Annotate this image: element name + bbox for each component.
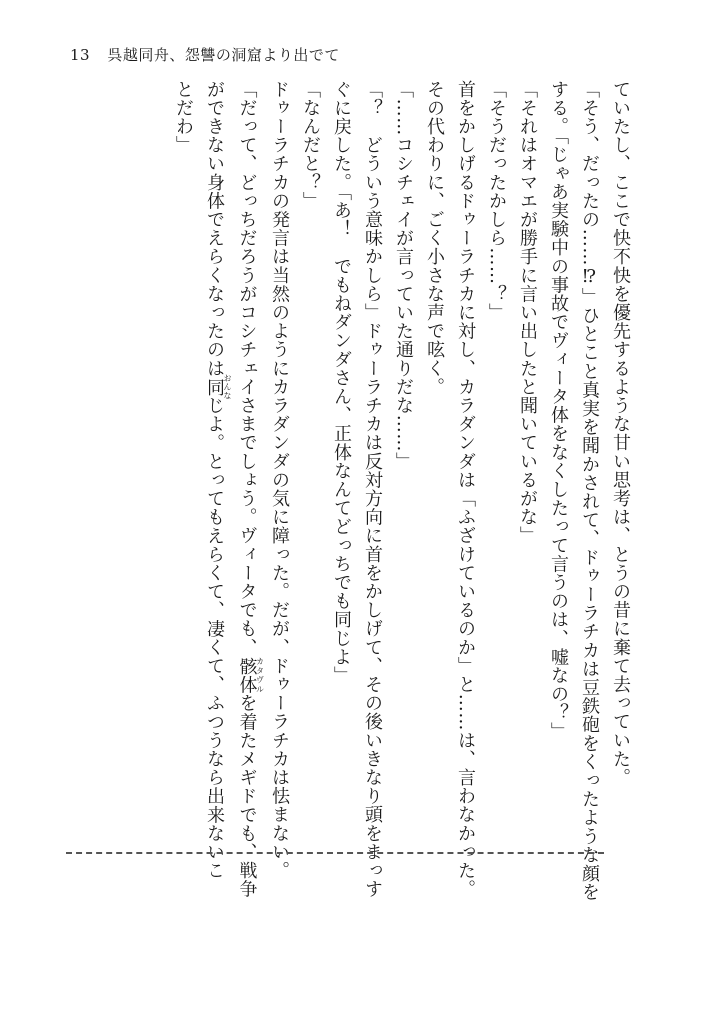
text-line: 「？ どういう意味かしら」ドゥーラチカは反対方向に首をかしげて、その後いきなり頭をまっす	[362, 80, 383, 899]
text-line: する。「じゃあ実験中の事故でヴィータ体をなくしたって言うのは、嘘なの？」	[548, 80, 569, 741]
ruby-reading: カタヴル	[255, 656, 265, 694]
page-divider	[66, 852, 604, 854]
text-line: ていたし、ここで快不快を優先するような甘い思考は、とうの昔に棄て去っていた。	[610, 80, 631, 787]
ruby-reading: おんな	[223, 374, 232, 400]
text-line: とだわ」	[173, 80, 194, 155]
text-line: ぐに戻した。「あ！ でもねダンダさん、正体なんてどっちでも同じよ」	[331, 80, 352, 685]
text-line: その代わりに、ごく小さな声で呟く。	[424, 80, 445, 397]
text-line: ができない身体でえらくなったのは同おんなじよ。とってもえらくて、凄くて、ふつうなら出来ないこ	[204, 80, 232, 880]
text-line: 「そう、だったの……⁉」ひとこと真実を聞かされて、ドゥーラチカは豆鉄砲をくったような顔を	[579, 80, 600, 902]
text-line: 「なんだと？」	[300, 80, 321, 211]
text-line: ドゥーラチカの発言は当然のようにカラダンダの気に障った。だが、ドゥーラチカは怯まない。	[269, 80, 290, 880]
text-line: 「それはオマエが勝手に言い出したと聞いているがな」	[517, 80, 538, 545]
page-number: 13	[70, 46, 91, 64]
text-line: 首をかしげるドゥーラチカに対し、カラダンダは「ふざけているのか」と……は、言わなかった。	[455, 80, 476, 899]
ruby-annotation: 骸体カタヴル	[236, 656, 265, 694]
vertical-text-body	[168, 80, 636, 902]
text-line: 「だって、どっちだろうがコシチェイさまでしょう。ヴィータでも、骸体カタヴルを着たメギドでも、戦争	[236, 80, 265, 899]
chapter-title: 呉越同舟、怨讐の洞窟より出でて	[107, 46, 340, 64]
text-line: 「そうだったかしら……？」	[486, 80, 507, 322]
text-line: 「……コシチェイが言っていた通りだな……」	[393, 80, 414, 471]
running-header	[70, 44, 340, 65]
ruby-annotation: 同おんな	[204, 374, 232, 400]
